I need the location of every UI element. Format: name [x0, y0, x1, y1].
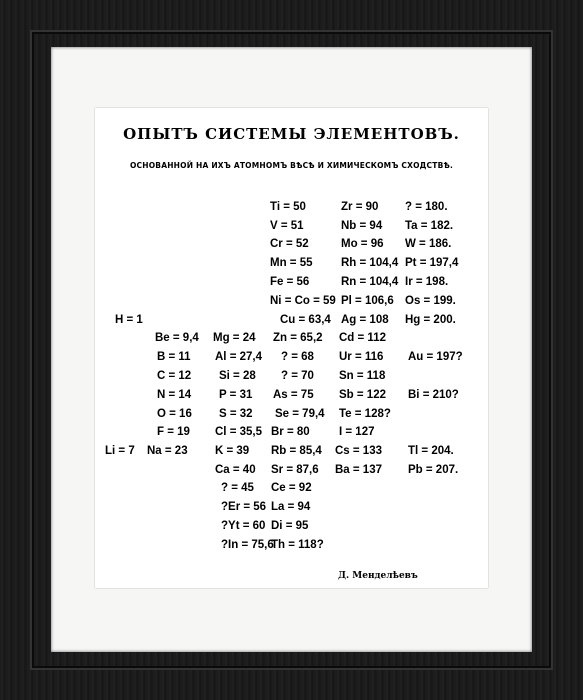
- element-cell: V = 51: [270, 220, 304, 232]
- element-cell: Ur = 116: [339, 351, 384, 363]
- element-cell: Au = 197?: [408, 351, 463, 363]
- element-cell: Di = 95: [271, 520, 309, 532]
- element-cell: Mg = 24: [213, 332, 256, 344]
- element-cell: Li = 7: [105, 445, 135, 457]
- element-cell: Al = 27,4: [215, 351, 262, 363]
- element-cell: I = 127: [339, 426, 375, 438]
- document-title: ОПЫТЪ СИСТЕМЫ ЭЛЕМЕНТОВЪ.: [123, 125, 460, 143]
- element-cell: S = 32: [219, 408, 253, 420]
- element-cell: N = 14: [157, 389, 192, 401]
- element-cell: Ba = 137: [335, 464, 382, 476]
- element-cell: Nb = 94: [341, 220, 383, 232]
- element-cell: Ni = Co = 59: [270, 295, 336, 307]
- element-cell: Rh = 104,4: [341, 257, 399, 269]
- element-cell: ? = 70: [281, 370, 314, 382]
- element-cell: Pb = 207.: [408, 464, 459, 476]
- document-sheet: [95, 108, 488, 588]
- element-cell: ?In = 75,6: [221, 539, 274, 551]
- element-cell: Zn = 65,2: [273, 332, 323, 344]
- element-cell: P = 31: [219, 389, 253, 401]
- element-cell: Pl = 106,6: [341, 295, 394, 307]
- element-cell: Tl = 204.: [408, 445, 454, 457]
- element-cell: ? = 45: [221, 482, 254, 494]
- element-cell: Br = 80: [271, 426, 310, 438]
- element-cell: F = 19: [157, 426, 190, 438]
- element-cell: Os = 199.: [405, 295, 456, 307]
- element-cell: Zr = 90: [341, 201, 379, 213]
- element-cell: Hg = 200.: [405, 314, 456, 326]
- element-cell: Ir = 198.: [405, 276, 449, 288]
- element-cell: ?Er = 56: [221, 501, 267, 513]
- element-cell: Ce = 92: [271, 482, 312, 494]
- element-cell: Pt = 197,4: [405, 257, 459, 269]
- element-cell: Be = 9,4: [155, 332, 199, 344]
- element-cell: Mn = 55: [270, 257, 313, 269]
- element-cell: W = 186.: [405, 238, 452, 250]
- element-cell: Na = 23: [147, 445, 188, 457]
- author-signature: Д. Менделѣевъ: [338, 571, 418, 581]
- element-cell: C = 12: [157, 370, 192, 382]
- element-cell: Cs = 133: [335, 445, 382, 457]
- element-cell: K = 39: [215, 445, 250, 457]
- element-cell: Cd = 112: [339, 332, 386, 344]
- element-cell: Bi = 210?: [408, 389, 459, 401]
- element-cell: Cr = 52: [270, 238, 309, 250]
- element-cell: Sr = 87,6: [271, 464, 319, 476]
- element-cell: Ca = 40: [215, 464, 256, 476]
- document-subtitle: ОСНОВАННОЙ НА ИХЪ АТОМНОМЪ ВѢСѢ И ХИМИЧЕСКОМЪ СХОДСТВѢ.: [129, 161, 454, 170]
- element-cell: Th = 118?: [271, 539, 324, 551]
- element-cell: La = 94: [271, 501, 311, 513]
- element-cell: ? = 68: [281, 351, 314, 363]
- element-cell: Sb = 122: [339, 389, 386, 401]
- element-cell: Ta = 182.: [405, 220, 454, 232]
- element-cell: Se = 79,4: [275, 408, 325, 420]
- element-cell: Rn = 104,4: [341, 276, 399, 288]
- element-cell: ?Yt = 60: [221, 520, 266, 532]
- element-cell: O = 16: [157, 408, 192, 420]
- element-cell: Cu = 63,4: [280, 314, 331, 326]
- element-cell: Fe = 56: [270, 276, 310, 288]
- element-cell: Si = 28: [219, 370, 256, 382]
- element-cell: Te = 128?: [339, 408, 391, 420]
- element-cell: H = 1: [115, 314, 143, 326]
- element-cell: As = 75: [273, 389, 314, 401]
- element-cell: ? = 180.: [405, 201, 448, 213]
- element-cell: Ag = 108: [341, 314, 389, 326]
- element-cell: B = 11: [157, 351, 191, 363]
- element-cell: Cl = 35,5: [215, 426, 262, 438]
- element-cell: Mo = 96: [341, 238, 384, 250]
- element-cell: Rb = 85,4: [271, 445, 322, 457]
- element-cell: Sn = 118: [339, 370, 386, 382]
- element-cell: Ti = 50: [270, 201, 306, 213]
